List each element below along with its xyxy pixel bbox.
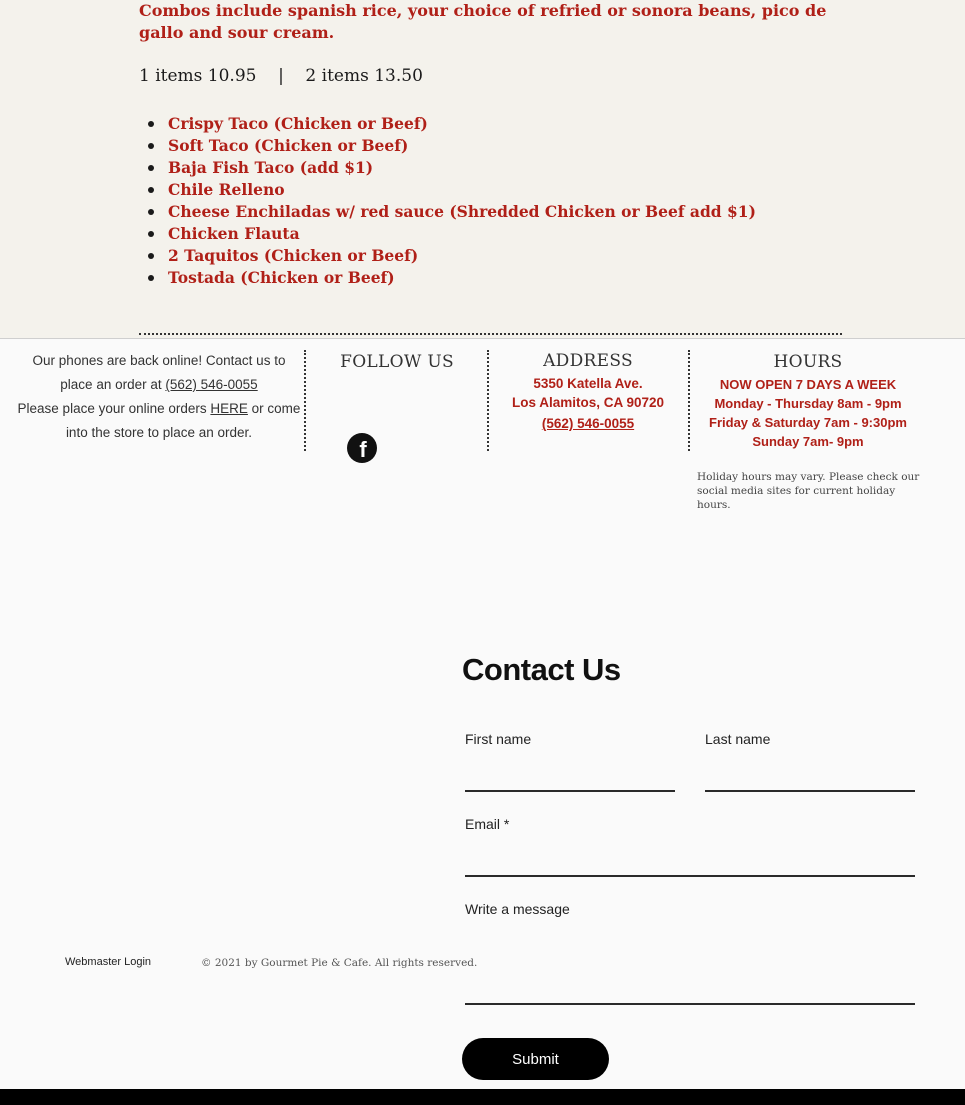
combo-pricing: 1 items 10.95 | 2 items 13.50 [139, 66, 423, 86]
phone-notice-line2: place an order at (562) 546-0055 [60, 377, 258, 392]
last-name-label: Last name [705, 731, 771, 747]
list-item: Chile Relleno [168, 179, 756, 201]
first-name-label: First name [465, 731, 532, 747]
phone-notice [14, 349, 304, 445]
list-item: Chicken Flauta [168, 223, 756, 245]
contact-title: Contact Us [462, 652, 621, 687]
list-item: Baja Fish Taco (add $1) [168, 157, 756, 179]
hours-line: Friday & Saturday 7am - 9:30pm [709, 415, 907, 430]
combo-item-list [168, 113, 756, 289]
last-name-underline [705, 790, 915, 792]
email-underline [465, 875, 915, 877]
first-name-underline [465, 790, 675, 792]
combo-menu-section [0, 0, 965, 338]
hours-line: NOW OPEN 7 DAYS A WEEK [719, 377, 897, 392]
band-divider [0, 338, 965, 339]
list-item: Crispy Taco (Chicken or Beef) [168, 113, 756, 135]
list-item: Tostada (Chicken or Beef) [168, 267, 756, 289]
message-label: Write a message [465, 901, 570, 917]
facebook-icon[interactable]: f [347, 433, 377, 463]
address-city: Los Alamitos, CA 90720 [511, 395, 665, 410]
webmaster-login-link[interactable]: Webmaster Login [65, 956, 152, 968]
follow-us-title: FOLLOW US [340, 352, 454, 372]
copyright: © 2021 by Gourmet Pie & Cafe. All rights reserved. [201, 957, 478, 969]
holiday-hours-note: Holiday hours may vary. Please check our social media sites for current holiday hours. [697, 471, 920, 511]
phone-notice-line4: into the store to place an order. [65, 425, 253, 440]
last-name-field[interactable] [705, 764, 915, 788]
message-underline [465, 1003, 915, 1005]
hours-line: Monday - Thursday 8am - 9pm [714, 396, 902, 411]
email-field[interactable] [465, 849, 915, 873]
address-phone [488, 416, 688, 431]
list-item: Cheese Enchiladas w/ red sauce (Shredded Chicken or Beef add $1) [168, 202, 756, 221]
hours-title: HOURS [773, 352, 843, 372]
list-item: Soft Taco (Chicken or Beef) [168, 135, 756, 157]
address-phone-link[interactable]: (562) 546-0055 [541, 416, 635, 431]
footer-bar [0, 1089, 965, 1105]
address-street: 5350 Katella Ave. [533, 376, 643, 391]
order-online-link[interactable]: HERE [210, 401, 248, 416]
submit-button[interactable]: Submit [462, 1038, 609, 1080]
phone-notice-line1: Our phones are back online! Contact us to [32, 353, 286, 368]
phone-notice-line3: Please place your online orders HERE or come [17, 401, 301, 416]
hours-block [700, 375, 916, 451]
combo-note: Combos include spanish rice, your choice of refried or sonora beans, pico de gallo and sour cream. [139, 1, 827, 42]
email-label: Email * [465, 816, 510, 832]
phone-link[interactable]: (562) 546-0055 [165, 377, 258, 392]
list-item: 2 Taquitos (Chicken or Beef) [168, 245, 756, 267]
address-block [488, 374, 688, 412]
column-divider [688, 350, 690, 451]
first-name-field[interactable] [465, 764, 675, 788]
hours-line: Sunday 7am- 9pm [752, 434, 864, 449]
section-divider [139, 333, 842, 335]
address-title: ADDRESS [543, 351, 633, 371]
message-field[interactable] [465, 930, 915, 1000]
